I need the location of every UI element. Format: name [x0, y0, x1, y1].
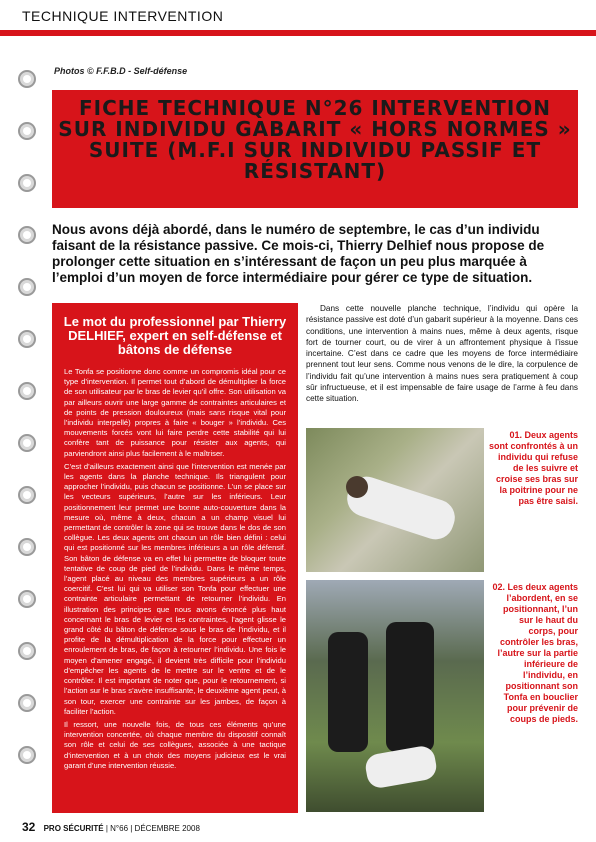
subject-figure [364, 744, 439, 790]
title-box [52, 90, 578, 208]
sidebar-paragraph: Le Tonfa se positionne donc comme un compromis idéal pour ce type d’intervention. Il permet tout d’abord de démultiplier la force de son utilisateur par le bras de levier qu’il offre. Son utilisation va par ailleurs ouvrir une large gamme de contraintes articulaires et de points de pression douloureux (mais sans risque vital pour l’individu interpellé) propres à faire « bouger » l’individu. Ces mouvements forcés vont lui faire perdre cette stabilité qui lui confère tant de puissance pour résister aux agents, qui parviendront ainsi plus facilement à le maîtriser. [64, 367, 286, 458]
main-column-text: Dans cette nouvelle planche technique, l’individu qui opère la résistance passive est doté d’un gabarit supérieur à la moyenne. Dans ces conditions, une intervention à mains nues, même à deux agents, risque fort de tourner court, ou de virer à un affrontement physique à l’issue incertaine. C’est dans ce cadre que les moyens de force intermédiaire prennent tout leur sens. Comme nous venons de le dire, la corpulence de l’individu fait qu’une intervention à mains nues sera pratiquement à coup sûr infructueuse, et il est impensable de faire usage de l’arme à feu dans cette situation. [306, 304, 578, 404]
agent-figure [386, 622, 434, 752]
photo-02 [306, 580, 484, 812]
expert-sidebar [52, 303, 298, 813]
binder-hole-icon [18, 382, 36, 400]
issue-info: | N°66 | DÉCEMBRE 2008 [105, 824, 200, 833]
binder-hole-icon [18, 226, 36, 244]
binder-hole-icon [18, 174, 36, 192]
sidebar-paragraph: Il ressort, une nouvelle fois, de tous ces éléments qu’une intervention concertée, où chaque membre du dispositif connaît son rôle et celui de ses collègues, associée à une tactique d’intervention et à un choix des moyens judicieux est le vrai garant d’une intervention réussie. [64, 719, 286, 770]
magazine-name: PRO SÉCURITÉ [43, 824, 104, 833]
agent-figure [328, 632, 368, 752]
intro-paragraph: Nous avons déjà abordé, dans le numéro de septembre, le cas d’un individu faisant de la résistance passive. Ce mois-ci, Thierry Delhief nous propose de prolonger cette situation en s’intéressant de façon un peu plus marquée à l’emploi d’un moyen de force intermédiaire pour gérer ce type de situation. [52, 222, 545, 285]
binder-hole-icon [18, 278, 36, 296]
caption-02: 02. Les deux agents l’abordent, en se positionnant, l’un sur le haut du corps, pour contrôler les bras, l’autre sur la partie inférieure de l’individu, en positionnant son Tonfa en bouclier pour prévenir de coups de pieds. [492, 582, 578, 724]
binder-holes [18, 70, 42, 830]
binder-hole-icon [18, 746, 36, 764]
page-footer [22, 820, 200, 834]
binder-hole-icon [18, 694, 36, 712]
subject-head [346, 476, 368, 498]
caption-01: 01. Deux agents sont confrontés à un individu qui refuse de les suivre et croise ses bras sur la poitrine pour ne pas être saisi. [488, 430, 578, 506]
binder-hole-icon [18, 70, 36, 88]
sidebar-paragraph: C’est d’ailleurs exactement ainsi que l’intervention est menée par les agents dans la planche technique. Ils triangulent pour approcher l’individu, puis chacun se positionne. L’un se place sur les vecteurs supérieurs, l’autre sur les inférieurs. Leur positionnement leur permet une bonne auto-couverture dans la mesure où, même à deux, chacun a un champ visuel lui permettant de contrôler la zone qui se trouve dans le dos de son collègue. Les deux agents ont chacun un rôle bien défini : celui qui est positionné sur les membres inférieurs a un rôle défensif. Son bâton de défense va en effet lui permettre de bloquer toute tentative de coup de pied de l’individu. Dans le même temps, l’agent placé au niveau des membres supérieurs a un rôle coercitif. C’est lui qui va utiliser son Tonfa pour effectuer une contrainte articulaire permettant de retourner l’individu. En illustration des principes que nous avons énoncé plus haut concernant le bras de levier et les contraintes, l’agent glisse le grand côté du bâton de défense sous le bras de l’individu, et il profite de la démultiplication de la force pour effectuer un enroulement de bras, de façon à retourner l’individu. Une fois le moyen d’amener engagé, il devient très difficile pour l’individu d’empêcher les agents de le mettre sur le ventre et de le contrôler. Il est important de noter que, pour le retournement, si l’action sur le bras s’avère insuffisante, le deuxième agent peut, à son tour, exercer une contrainte sur les jambes, de façon à faciliter l’action. [64, 461, 286, 716]
binder-hole-icon [18, 330, 36, 348]
binder-hole-icon [18, 590, 36, 608]
header-rule [0, 30, 596, 36]
page-title: FICHE TECHNIQUE N°26 INTERVENTION SUR INDIVIDU GABARIT « HORS NORMES » SUITE (M.F.I SUR INDIVIDU PASSIF ET RÉSISTANT) [58, 96, 572, 183]
sidebar-body [64, 367, 286, 771]
binder-hole-icon [18, 642, 36, 660]
photo-01 [306, 428, 484, 572]
sidebar-title: Le mot du professionnel par Thierry DELHIEF, expert en self-défense et bâtons de défense [63, 314, 287, 357]
header-bar [0, 0, 596, 30]
photo-credit: Photos © F.F.B.D - Self-défense [54, 66, 188, 76]
binder-hole-icon [18, 122, 36, 140]
page-number: 32 [22, 820, 36, 834]
section-title: TECHNIQUE INTERVENTION [22, 8, 224, 24]
binder-hole-icon [18, 486, 36, 504]
binder-hole-icon [18, 538, 36, 556]
binder-hole-icon [18, 434, 36, 452]
